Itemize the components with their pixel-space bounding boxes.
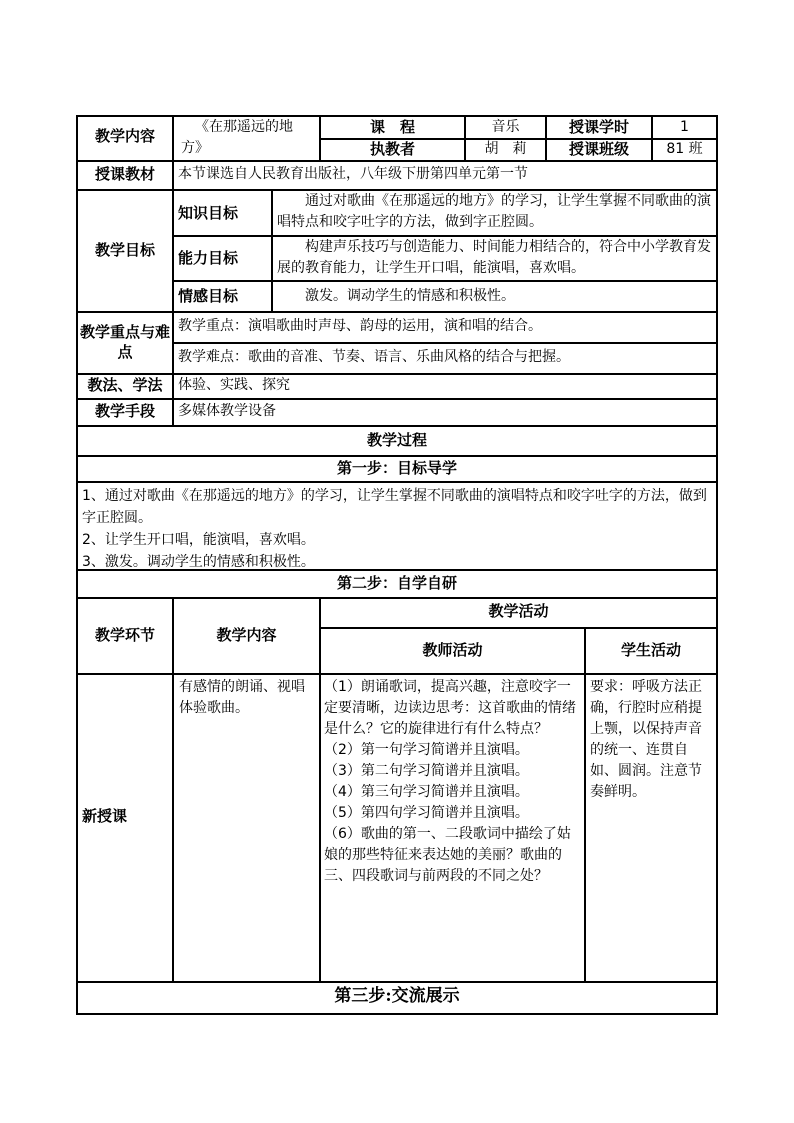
- step3-title: 第三步:交流展示: [334, 986, 460, 1006]
- teacher-step: （4）第三句学习简谱并且演唱。: [324, 784, 529, 800]
- teacher-step: （1）朗诵歌词，提高兴趣，注意咬字一定要清晰，边读边思考：这首歌曲的情绪是什么？它的旋律进行有什么特点？: [324, 679, 576, 737]
- hours-value: 1: [680, 119, 689, 135]
- process-title: 教学过程: [366, 431, 427, 449]
- step1-item: 3、激发。调动学生的情感和积极性。: [82, 554, 315, 570]
- class-value: 81 班: [666, 141, 703, 157]
- means-label: 教学手段: [94, 402, 155, 420]
- teacher-activity: [324, 677, 578, 887]
- content-label: 教学内容: [94, 127, 155, 145]
- course-value: 音乐: [491, 119, 520, 135]
- emotion-label: 情感目标: [178, 287, 239, 305]
- student-activity: 要求：呼吸方法正确，行腔时应稍提上颚，以保持声音的统一、连贯自如、圆润。注意节奏鲜明。: [590, 679, 702, 800]
- material-label: 授课教材: [94, 165, 155, 183]
- teacher-step: （3）第二句学习简谱并且演唱。: [324, 763, 529, 779]
- goals-label: 教学目标: [94, 241, 155, 259]
- teacher-value: 胡 莉: [484, 141, 527, 157]
- step1-title: 第一步：目标导学: [336, 459, 457, 477]
- knowledge-value: 通过对歌曲《在那遥远的地方》的学习，让学生掌握不同歌曲的演唱特点和咬字吐字的方法，做到字正腔圆。: [277, 193, 711, 230]
- stage-value: 新授课: [82, 807, 128, 825]
- method-value: 体验、实践、探究: [178, 377, 290, 393]
- class-label: 授课班级: [568, 140, 629, 158]
- hours-label: 授课学时: [568, 118, 629, 136]
- teacher-step: （6）歌曲的第一、二段歌词中描绘了姑娘的那些特征来表达她的美丽？歌曲的三、四段歌词与前两段的不同之处？: [324, 826, 571, 884]
- emotion-value: 激发。调动学生的情感和积极性。: [305, 288, 515, 304]
- method-label: 教法、学法: [87, 376, 163, 394]
- course-label: 课 程: [369, 118, 415, 136]
- key-focus: 教学重点：演唱歌曲时声母、韵母的运用，演和唱的结合。: [178, 318, 542, 334]
- step1-item: 2、让学生开口唱，能演唱，喜欢唱。: [82, 532, 315, 548]
- means-value: 多媒体教学设备: [178, 403, 276, 419]
- material-value: 本节课选自人民教育出版社，八年级下册第四单元第一节: [178, 166, 528, 182]
- step1-item: 1、通过对歌曲《在那遥远的地方》的学习，让学生掌握不同歌曲的演唱特点和咬字吐字的方法，做到字正腔圆。: [82, 488, 707, 526]
- teacher-label: 执教者: [369, 140, 415, 158]
- content-value: 《在那遥远的地方》: [181, 119, 293, 156]
- step2-title: 第二步：自学自研: [336, 574, 457, 592]
- col-teacher-header: 教师活动: [422, 641, 483, 659]
- key-label: 教学重点与难点: [80, 323, 171, 361]
- ability-value: 构建声乐技巧与创造能力、时间能力相结合的，符合中小学教育发展的教育能力，让学生开口唱，能演唱，喜欢唱。: [277, 239, 711, 276]
- knowledge-label: 知识目标: [178, 204, 239, 222]
- ability-label: 能力目标: [178, 249, 239, 267]
- content-cell: 有感情的朗诵、视唱体验歌曲。: [179, 679, 305, 716]
- col-student-header: 学生活动: [620, 641, 681, 659]
- step1-list: [82, 485, 712, 573]
- col-content-header: 教学内容: [216, 626, 277, 644]
- col-activity-header: 教学活动: [488, 602, 549, 620]
- teacher-step: （2）第一句学习简谱并且演唱。: [324, 742, 529, 758]
- key-difficulty: 教学难点：歌曲的音准、节奏、语言、乐曲风格的结合与把握。: [178, 349, 570, 365]
- col-stage-header: 教学环节: [94, 626, 155, 644]
- teacher-step: （5）第四句学习简谱并且演唱。: [324, 805, 529, 821]
